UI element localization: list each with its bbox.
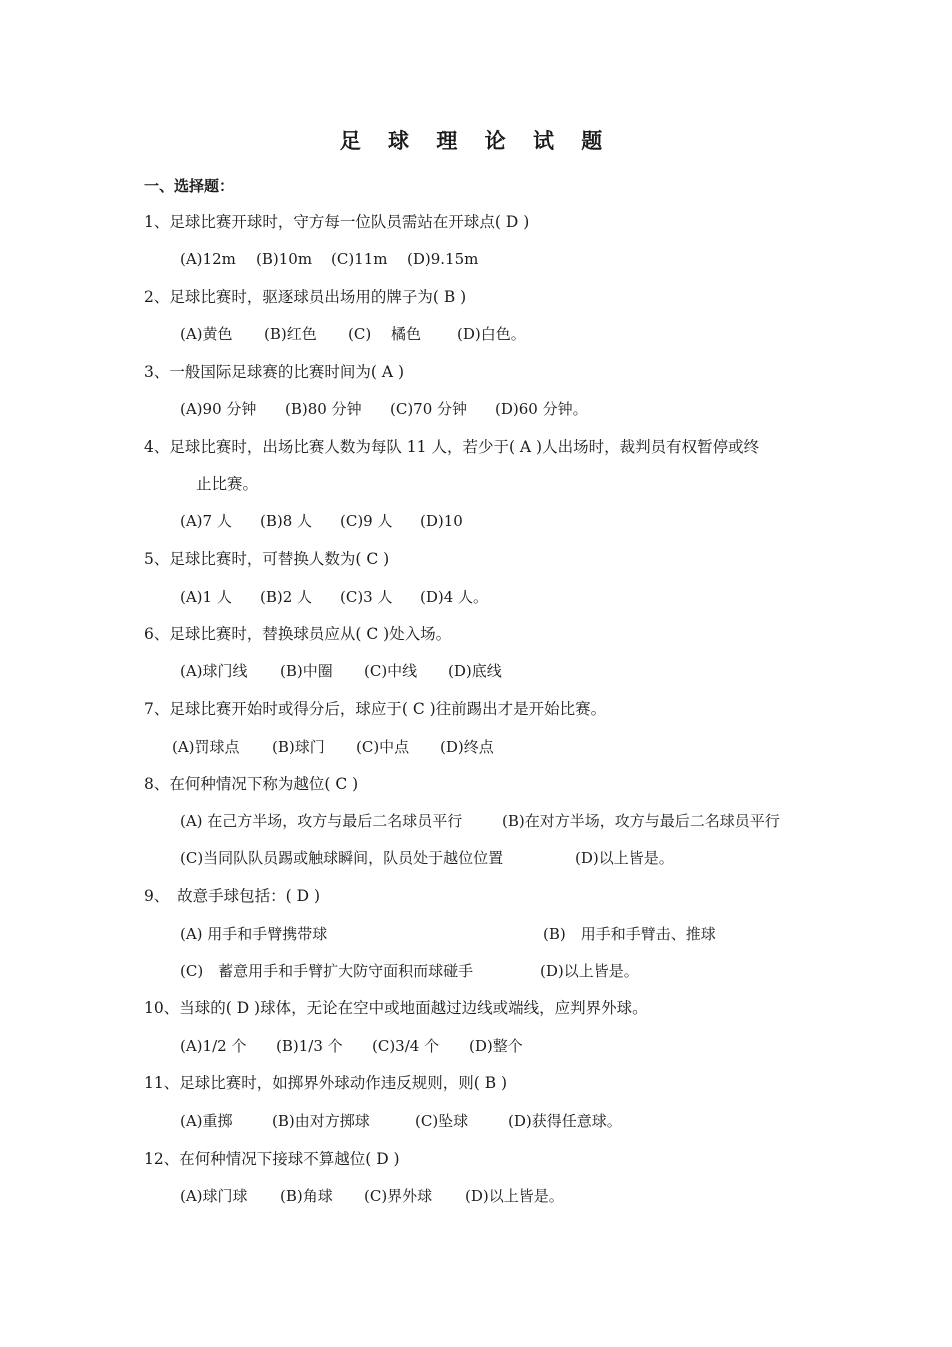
page-title: 足 球 理 论 试 题 (339, 128, 613, 153)
question-4 (144, 435, 759, 496)
section-heading: 一、选择题： (144, 177, 235, 195)
option-a: (A)黄色 (180, 325, 233, 343)
option-b: (B)8 人 (260, 512, 313, 530)
option-b: (B)由对方掷球 (272, 1112, 370, 1130)
question-2: 2、足球比赛时，驱逐球员出场用的牌子为( B ) (144, 288, 467, 306)
question-12: 12、在何种情况下接球不算越位( D ) (144, 1150, 400, 1168)
option-a: (A)重掷 (180, 1112, 233, 1130)
option-d: (D)终点 (440, 738, 494, 756)
option-c: (C)9 人 (340, 512, 393, 530)
option-c: (C)3 人 (340, 588, 393, 606)
option-b: (B)80 分钟 (285, 400, 362, 418)
option-d: (D)以上皆是。 (465, 1187, 564, 1205)
option-d: (D)60 分钟。 (495, 400, 588, 418)
option-c: (C)70 分钟 (390, 400, 468, 418)
question-4-line-2: 止比赛。 (196, 475, 259, 493)
option-d: (D)10 (420, 512, 463, 530)
question-5: 5、足球比赛时，可替换人数为( C ) (144, 550, 390, 568)
question-4-line-1: 4、足球比赛时，出场比赛人数为每队 11 人，若少于( A )人出场时，裁判员有权暂停或终 (144, 438, 760, 456)
option-d: (D)以上皆是。 (575, 849, 674, 867)
option-d: (D)整个 (469, 1037, 523, 1055)
option-b: (B)角球 (280, 1187, 333, 1205)
option-c: (C)3/4 个 (372, 1037, 440, 1055)
option-a: (A) 在己方半场，攻方与最后二名球员平行 (180, 812, 463, 830)
option-b: (B)2 人 (260, 588, 313, 606)
option-b: (B)1/3 个 (276, 1037, 343, 1055)
option-a: (A)1/2 个 (180, 1037, 247, 1055)
option-d: (D)9.15m (407, 250, 479, 268)
option-c: (C)界外球 (364, 1187, 433, 1205)
option-d: (D)底线 (448, 662, 502, 680)
question-3: 3、一般国际足球赛的比赛时间为( A ) (144, 363, 405, 381)
question-8: 8、在何种情况下称为越位( C ) (144, 775, 359, 793)
question-10: 10、当球的( D )球体，无论在空中或地面越过边线或端线，应判界外球。 (144, 999, 648, 1017)
option-d: (D)白色。 (457, 325, 526, 343)
option-d: (D)4 人。 (420, 588, 489, 606)
question-6: 6、足球比赛时，替换球员应从( C )处入场。 (144, 625, 452, 643)
option-a: (A)7 人 (180, 512, 232, 530)
option-c: (C)当同队队员踢或触球瞬间，队员处于越位位置 (180, 849, 504, 867)
question-11: 11、足球比赛时，如掷界外球动作违反规则，则( B ) (144, 1074, 508, 1092)
question-7: 7、足球比赛开始时或得分后，球应于( C )往前踢出才是开始比赛。 (144, 700, 607, 718)
option-b: (B)球门 (272, 738, 325, 756)
option-b: (B)在对方半场，攻方与最后二名球员平行 (502, 812, 780, 830)
option-b: (B)红色 (264, 325, 317, 343)
option-b: (B)中圈 (280, 662, 333, 680)
option-c: (C)中点 (356, 738, 410, 756)
option-a: (A)12m (180, 250, 236, 268)
option-d: (D)获得任意球。 (508, 1112, 622, 1130)
question-9: 9、 故意手球包括：( D ) (144, 887, 320, 905)
option-b: (B)10m (256, 250, 313, 268)
option-c: (C)11m (331, 250, 388, 268)
option-c: (C) 蓄意用手和手臂扩大防守面积而球碰手 (180, 962, 474, 980)
option-a: (A)球门球 (180, 1187, 248, 1205)
option-a: (A)1 人 (180, 588, 232, 606)
option-a: (A)90 分钟 (180, 400, 257, 418)
option-d: (D)以上皆是。 (540, 962, 639, 980)
question-1: 1、足球比赛开球时，守方每一位队员需站在开球点( D ) (144, 213, 530, 231)
option-a: (A)罚球点 (172, 738, 240, 756)
option-a: (A) 用手和手臂携带球 (180, 925, 328, 943)
option-c: (C) 橘色 (348, 325, 421, 343)
option-a: (A)球门线 (180, 662, 248, 680)
option-b: (B) 用手和手臂击、推球 (543, 925, 716, 943)
option-c: (C)中线 (364, 662, 418, 680)
option-c: (C)坠球 (415, 1112, 469, 1130)
